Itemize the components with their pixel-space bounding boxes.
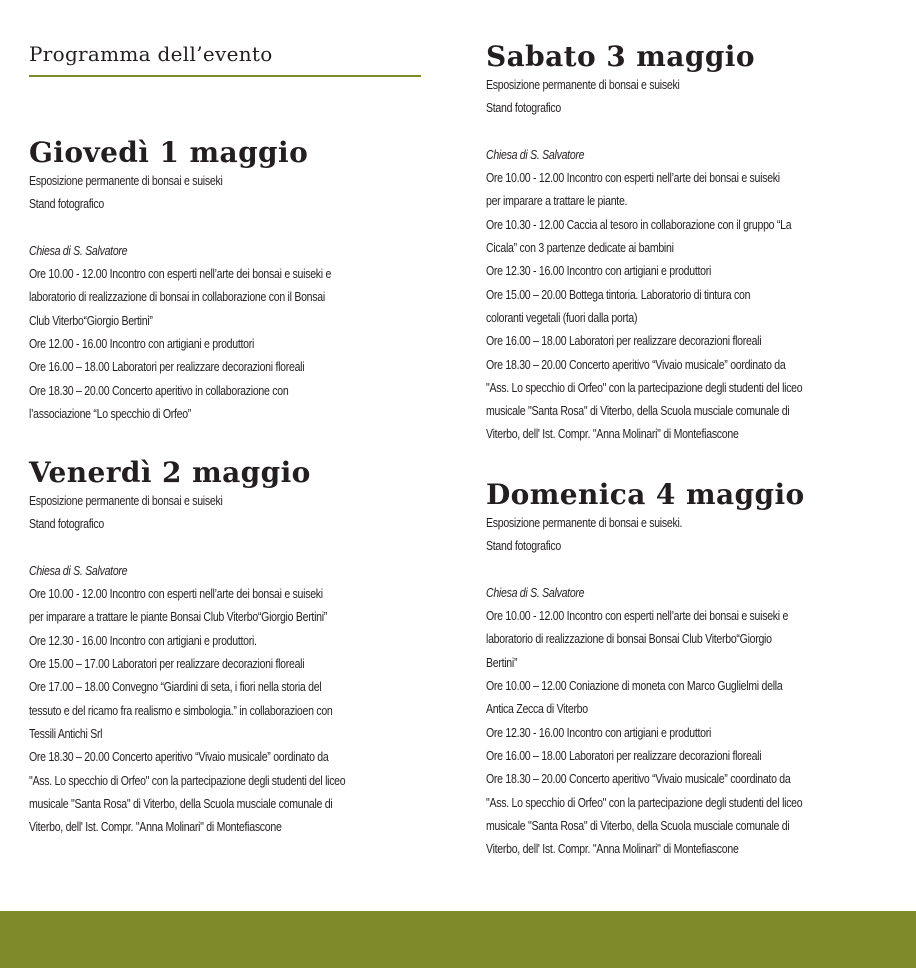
- schedule-line: Ore 18.30 – 20.00 Concerto aperitivo “Vivaio musicale” oordinato da: [486, 356, 786, 372]
- schedule-line: tessuto e del ricamo fra realismo e simbologia.” in collaborazioen con: [29, 702, 333, 718]
- title-divider: [29, 75, 421, 77]
- schedule-line: Bertini”: [486, 654, 518, 670]
- schedule-line: Ore 12.00 - 16.00 Incontro con artigiani e produttori: [29, 336, 255, 352]
- schedule-line: laboratorio di realizzazione di bonsai in collaborazione con il Bonsai: [29, 289, 325, 305]
- venue-label: Chiesa di S. Salvatore: [29, 562, 128, 578]
- schedule-line: Ore 18.30 – 20.00 Concerto aperitivo in collaborazione con: [29, 382, 289, 398]
- day-section-friday: [29, 457, 424, 838]
- intro-line: Esposizione permanente di bonsai e suiseki: [29, 493, 223, 508]
- schedule-line: Ore 16.00 – 18.00 Laboratori per realizzare decorazioni floreali: [486, 747, 762, 763]
- day-heading: Giovedì 1 maggio: [29, 136, 309, 169]
- schedule-line: Ore 10.00 – 12.00 Coniazione di moneta con Marco Guglielmi della: [486, 678, 783, 694]
- day-section-saturday: [486, 41, 891, 446]
- schedule-line: musicale "Santa Rosa" di Viterbo, della Scuola musciale comunale di: [29, 795, 333, 811]
- program-title: Programma dell’evento: [29, 42, 273, 66]
- spacer: [486, 120, 891, 143]
- schedule-line: laboratorio di realizzazione di bonsai Bonsai Club Viterbo“Giorgio: [486, 631, 772, 647]
- venue-label: Chiesa di S. Salvatore: [29, 242, 128, 258]
- spacer: [486, 558, 891, 581]
- schedule-line: Viterbo, dell' Ist. Compr. "Anna Molinari" di Montefiascone: [29, 819, 282, 835]
- venue-label: Chiesa di S. Salvatore: [486, 584, 585, 600]
- schedule-line: per imparare a trattare le piante.: [486, 193, 628, 209]
- schedule-line: per imparare a trattare le piante Bonsai Club Viterbo“Giorgio Bertini”: [29, 609, 328, 625]
- schedule-line: Ore 16.00 – 18.00 Laboratori per realizzare decorazioni floreali: [486, 333, 762, 349]
- schedule-line: Ore 15.00 – 20.00 Bottega tintoria. Laboratorio di tintura con: [486, 286, 751, 302]
- schedule-line: Ore 16.00 – 18.00 Laboratori per realizzare decorazioni floreali: [29, 359, 305, 375]
- footer-band: [0, 911, 916, 968]
- schedule-line: Ore 18.30 – 20.00 Concerto aperitivo “Vivaio musicale” coordinato da: [486, 771, 791, 787]
- schedule-line: l’associazione “Lo specchio di Orfeo”: [29, 405, 192, 421]
- day-heading: Sabato 3 maggio: [486, 40, 755, 73]
- schedule-line: Club Viterbo“Giorgio Bertini”: [29, 312, 153, 328]
- intro-line: Stand fotografico: [486, 100, 562, 116]
- schedule-line: Antica Zecca di Viterbo: [486, 701, 588, 717]
- schedule-line: coloranti vegetali (fuori dalla porta): [486, 309, 638, 325]
- intro-line: Esposizione permanente di bonsai e suiseki: [29, 173, 223, 188]
- intro-line: Stand fotografico: [29, 196, 105, 212]
- schedule-line: "Ass. Lo specchio di Orfeo" con la partecipazione degli studenti del liceo: [486, 379, 803, 395]
- intro-line: Stand fotografico: [486, 538, 562, 554]
- day-heading: Domenica 4 maggio: [486, 478, 805, 511]
- schedule-line: Ore 10.30 - 12.00 Caccia al tesoro in collaborazione con il gruppo “La: [486, 216, 792, 232]
- venue-label: Chiesa di S. Salvatore: [486, 146, 585, 162]
- schedule-line: Ore 10.00 - 12.00 Incontro con esperti nell’arte dei bonsai e suiseki e: [486, 608, 789, 624]
- schedule-line: Ore 12.30 - 16.00 Incontro con artigiani e produttori.: [29, 632, 257, 648]
- intro-line: Stand fotografico: [29, 516, 105, 532]
- schedule-line: Viterbo, dell' Ist. Compr. "Anna Molinari" di Montefiascone: [486, 841, 739, 857]
- schedule-line: Ore 17.00 – 18.00 Convegno “Giardini di seta, i fiori nella storia del: [29, 679, 322, 695]
- schedule-line: Ore 18.30 – 20.00 Concerto aperitivo “Vivaio musicale” oordinato da: [29, 749, 329, 765]
- schedule-line: Ore 10.00 - 12.00 Incontro con esperti nell’arte dei bonsai e suiseki e: [29, 266, 332, 282]
- schedule-line: Viterbo, dell' Ist. Compr. "Anna Molinari" di Montefiascone: [486, 426, 739, 442]
- spacer: [29, 536, 424, 559]
- day-section-sunday: [486, 479, 891, 860]
- schedule-line: Ore 12.30 - 16.00 Incontro con artigiani e produttori: [486, 263, 712, 279]
- schedule-line: musicale "Santa Rosa" di Viterbo, della Scuola musciale comunale di: [486, 403, 790, 419]
- schedule-line: Ore 10.00 - 12.00 Incontro con esperti nell’arte dei bonsai e suiseki: [486, 170, 780, 186]
- intro-line: Esposizione permanente di bonsai e suiseki: [486, 77, 680, 92]
- schedule-line: musicale "Santa Rosa" di Viterbo, della Scuola musciale comunale di: [486, 817, 790, 833]
- schedule-line: Tessili Antichi Srl: [29, 725, 103, 741]
- schedule-line: "Ass. Lo specchio di Orfeo" con la partecipazione degli studenti del liceo: [486, 794, 803, 810]
- spacer: [29, 216, 424, 239]
- intro-line: Esposizione permanente di bonsai e suiseki.: [486, 515, 683, 530]
- schedule-line: "Ass. Lo specchio di Orfeo" con la partecipazione degli studenti del liceo: [29, 772, 346, 788]
- day-section-thursday: [29, 137, 424, 425]
- schedule-line: Cicala” con 3 partenze dedicate ai bambini: [486, 240, 674, 256]
- schedule-line: Ore 15.00 – 17.00 Laboratori per realizzare decorazioni floreali: [29, 656, 305, 672]
- day-heading: Venerdì 2 maggio: [29, 456, 311, 489]
- schedule-line: Ore 10.00 - 12.00 Incontro con esperti nell’arte dei bonsai e suiseki: [29, 586, 323, 602]
- schedule-line: Ore 12.30 - 16.00 Incontro con artigiani e produttori: [486, 724, 712, 740]
